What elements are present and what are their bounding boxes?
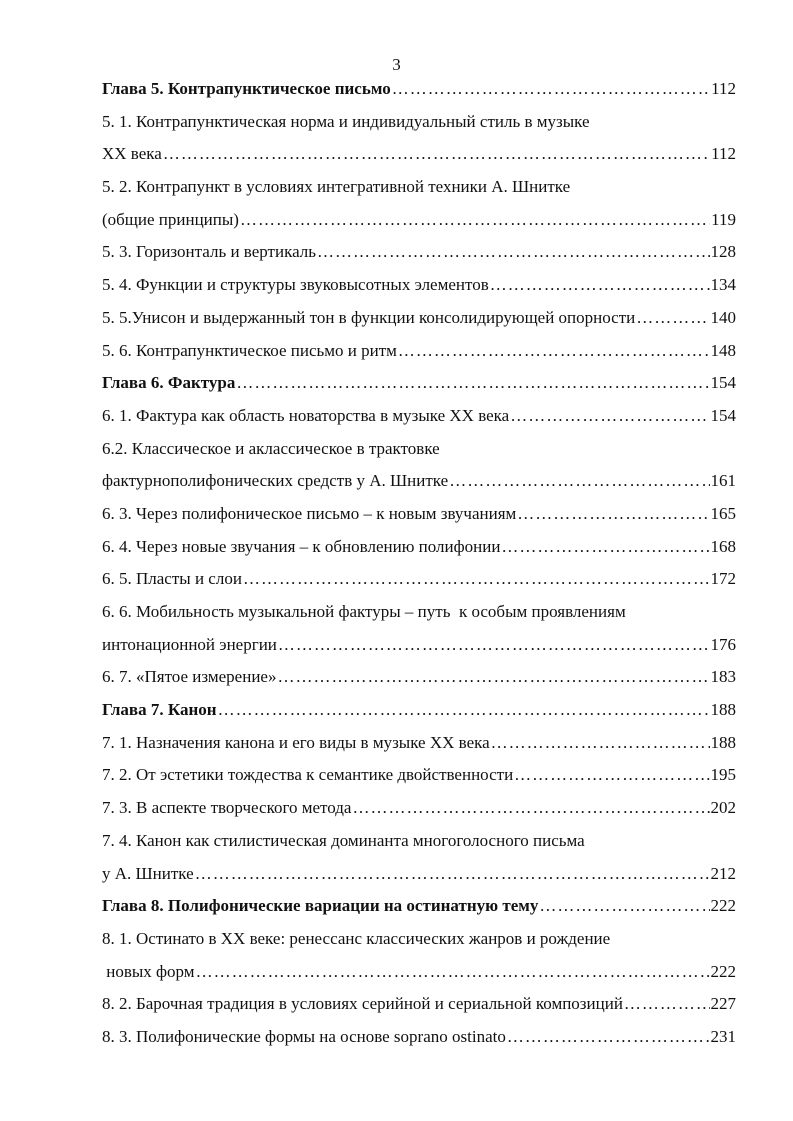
dot-leader (317, 236, 709, 269)
dot-leader (517, 498, 709, 531)
toc-entry-title: у А. Шнитке (102, 863, 194, 883)
dot-leader (624, 988, 710, 1021)
toc-entry-title: интонационной энергии (102, 634, 277, 654)
dot-leader (163, 138, 710, 171)
dot-leader (490, 269, 710, 302)
toc-page-number: 227 (710, 994, 736, 1014)
toc-entry-title: 8. 2. Барочная традиция в условиях серийной и сериальной композиций (102, 994, 623, 1014)
toc-entry (102, 596, 736, 629)
toc-page-number: 112 (711, 144, 736, 164)
toc-entry (102, 204, 736, 237)
dot-leader (491, 727, 710, 760)
toc-page-number: 212 (710, 863, 736, 883)
toc-entry-title: 6. 3. Через полифоническое письмо – к новым звучаниям (102, 503, 517, 523)
dot-leader (398, 335, 710, 368)
toc-entry-title: 5. 4. Функции и структуры звуковысотных элементов (102, 275, 489, 295)
toc-entry (102, 465, 736, 498)
dot-leader (236, 367, 709, 400)
toc-entry-title: 8. 3. Полифонические формы на основе soprano ostinato (102, 1026, 506, 1046)
toc-page-number: 119 (711, 209, 736, 229)
toc-entry (102, 498, 736, 531)
dot-leader (392, 73, 710, 106)
toc-entry-title: Глава 8. Полифонические вариации на остинатную тему (102, 896, 539, 916)
dot-leader (196, 956, 710, 989)
toc-entry (102, 138, 736, 171)
page-number: 3 (392, 55, 401, 74)
toc-entry-title: Глава 5. Контрапунктическое письмо (102, 79, 391, 98)
toc-entry (102, 171, 736, 204)
toc-entry (102, 629, 736, 662)
toc-chapter-heading (102, 694, 736, 727)
toc-page-number: 222 (710, 961, 736, 981)
toc-entry (102, 335, 736, 368)
dot-leader (514, 759, 709, 792)
toc-chapter-heading (102, 890, 736, 923)
toc-page-number: 140 (710, 307, 736, 327)
toc-entry-title: 7. 2. От эстетики тождества к семантике двойственности (102, 765, 514, 785)
toc-page-number: 154 (710, 405, 736, 425)
toc-entry-title: (общие принципы) (102, 209, 239, 229)
toc-entry-title: новых форм (102, 961, 195, 981)
toc-page-number: 172 (710, 569, 736, 589)
toc-page-number: 154 (710, 373, 736, 393)
toc-entry (102, 825, 736, 858)
dot-leader (195, 858, 710, 891)
toc-entry-title: 8. 1. Остинато в XX веке: ренессанс классических жанров и рождение (102, 928, 611, 948)
toc-entry (102, 858, 736, 891)
toc-entry (102, 269, 736, 302)
toc-entry (102, 302, 736, 335)
toc-page-number: 183 (710, 667, 736, 687)
dot-leader (278, 629, 710, 662)
toc-entry-title: фактурнополифонических средств у А. Шнитке (102, 471, 449, 491)
toc-entry-title: 5. 6. Контрапунктическое письмо и ритм (102, 340, 397, 360)
toc-entry-title: 5. 3. Горизонталь и вертикаль (102, 242, 317, 262)
toc-page-number: 128 (710, 242, 736, 262)
dot-leader (507, 1021, 710, 1054)
toc-page-number: 168 (710, 536, 736, 556)
toc-entry-title: 6. 5. Пласты и слои (102, 569, 242, 589)
toc-page-number: 195 (710, 765, 736, 785)
toc-entry (102, 433, 736, 466)
toc-chapter-heading (102, 367, 736, 400)
toc-entry (102, 236, 736, 269)
toc-entry (102, 988, 736, 1021)
dot-leader (352, 792, 709, 825)
toc-entry (102, 531, 736, 564)
toc-entry (102, 727, 736, 760)
table-of-contents (102, 73, 736, 1054)
toc-entry-title: 6. 6. Мобильность музыкальной фактуры – путь к особым проявлениям (102, 602, 626, 621)
toc-entry-title: 7. 3. В аспекте творческого метода (102, 798, 352, 818)
toc-page-number: 148 (710, 340, 736, 360)
toc-entry (102, 956, 736, 989)
dot-leader (510, 400, 709, 433)
toc-entry (102, 563, 736, 596)
toc-page-number: 176 (710, 634, 736, 654)
toc-entry-title: 6. 4. Через новые звучания – к обновлению полифонии (102, 536, 501, 556)
toc-entry-title: 7. 4. Канон как стилистическая доминанта многоголосного письма (102, 830, 585, 850)
toc-entry-title: 5. 1. Контрапунктическая норма и индивидуальный стиль в музыке (102, 111, 590, 131)
dot-leader (277, 661, 709, 694)
toc-chapter-heading (102, 73, 736, 106)
toc-page-number: 161 (710, 471, 736, 491)
toc-page-number: 202 (710, 798, 736, 818)
toc-entry (102, 759, 736, 792)
toc-entry-title: XX века (102, 144, 162, 164)
toc-entry (102, 923, 736, 956)
toc-entry-title: 6.2. Классическое и аклассическое в трактовке (102, 438, 440, 458)
dot-leader (449, 465, 709, 498)
dot-leader (240, 204, 710, 237)
toc-entry (102, 1021, 736, 1054)
toc-page-number: 188 (710, 732, 736, 752)
toc-page-number: 188 (710, 700, 736, 720)
toc-entry-title: 5. 5.Унисон и выдержанный тон в функции консолидирующей опорности (102, 307, 636, 327)
dot-leader (501, 531, 709, 564)
toc-entry (102, 106, 736, 139)
toc-entry-title: Глава 7. Канон (102, 700, 217, 720)
toc-entry-title: Глава 6. Фактура (102, 373, 236, 393)
toc-entry-title: 6. 1. Фактура как область новаторства в музыке XX века (102, 405, 510, 425)
toc-page-number: 231 (710, 1026, 736, 1046)
toc-entry-title: 6. 7. «Пятое измерение» (102, 667, 277, 687)
toc-page-number: 134 (710, 275, 736, 295)
toc-entry (102, 792, 736, 825)
dot-leader (218, 694, 710, 727)
toc-page-number: 112 (711, 79, 736, 98)
toc-entry (102, 400, 736, 433)
toc-entry-title: 7. 1. Назначения канона и его виды в музыке XX века (102, 732, 490, 752)
dot-leader (636, 302, 709, 335)
toc-page-number: 165 (710, 503, 736, 523)
toc-entry-title: 5. 2. Контрапункт в условиях интегративной техники А. Шнитке (102, 177, 571, 197)
dot-leader (243, 563, 710, 596)
toc-page-number: 222 (710, 896, 736, 916)
dot-leader (539, 890, 709, 923)
toc-entry (102, 661, 736, 694)
